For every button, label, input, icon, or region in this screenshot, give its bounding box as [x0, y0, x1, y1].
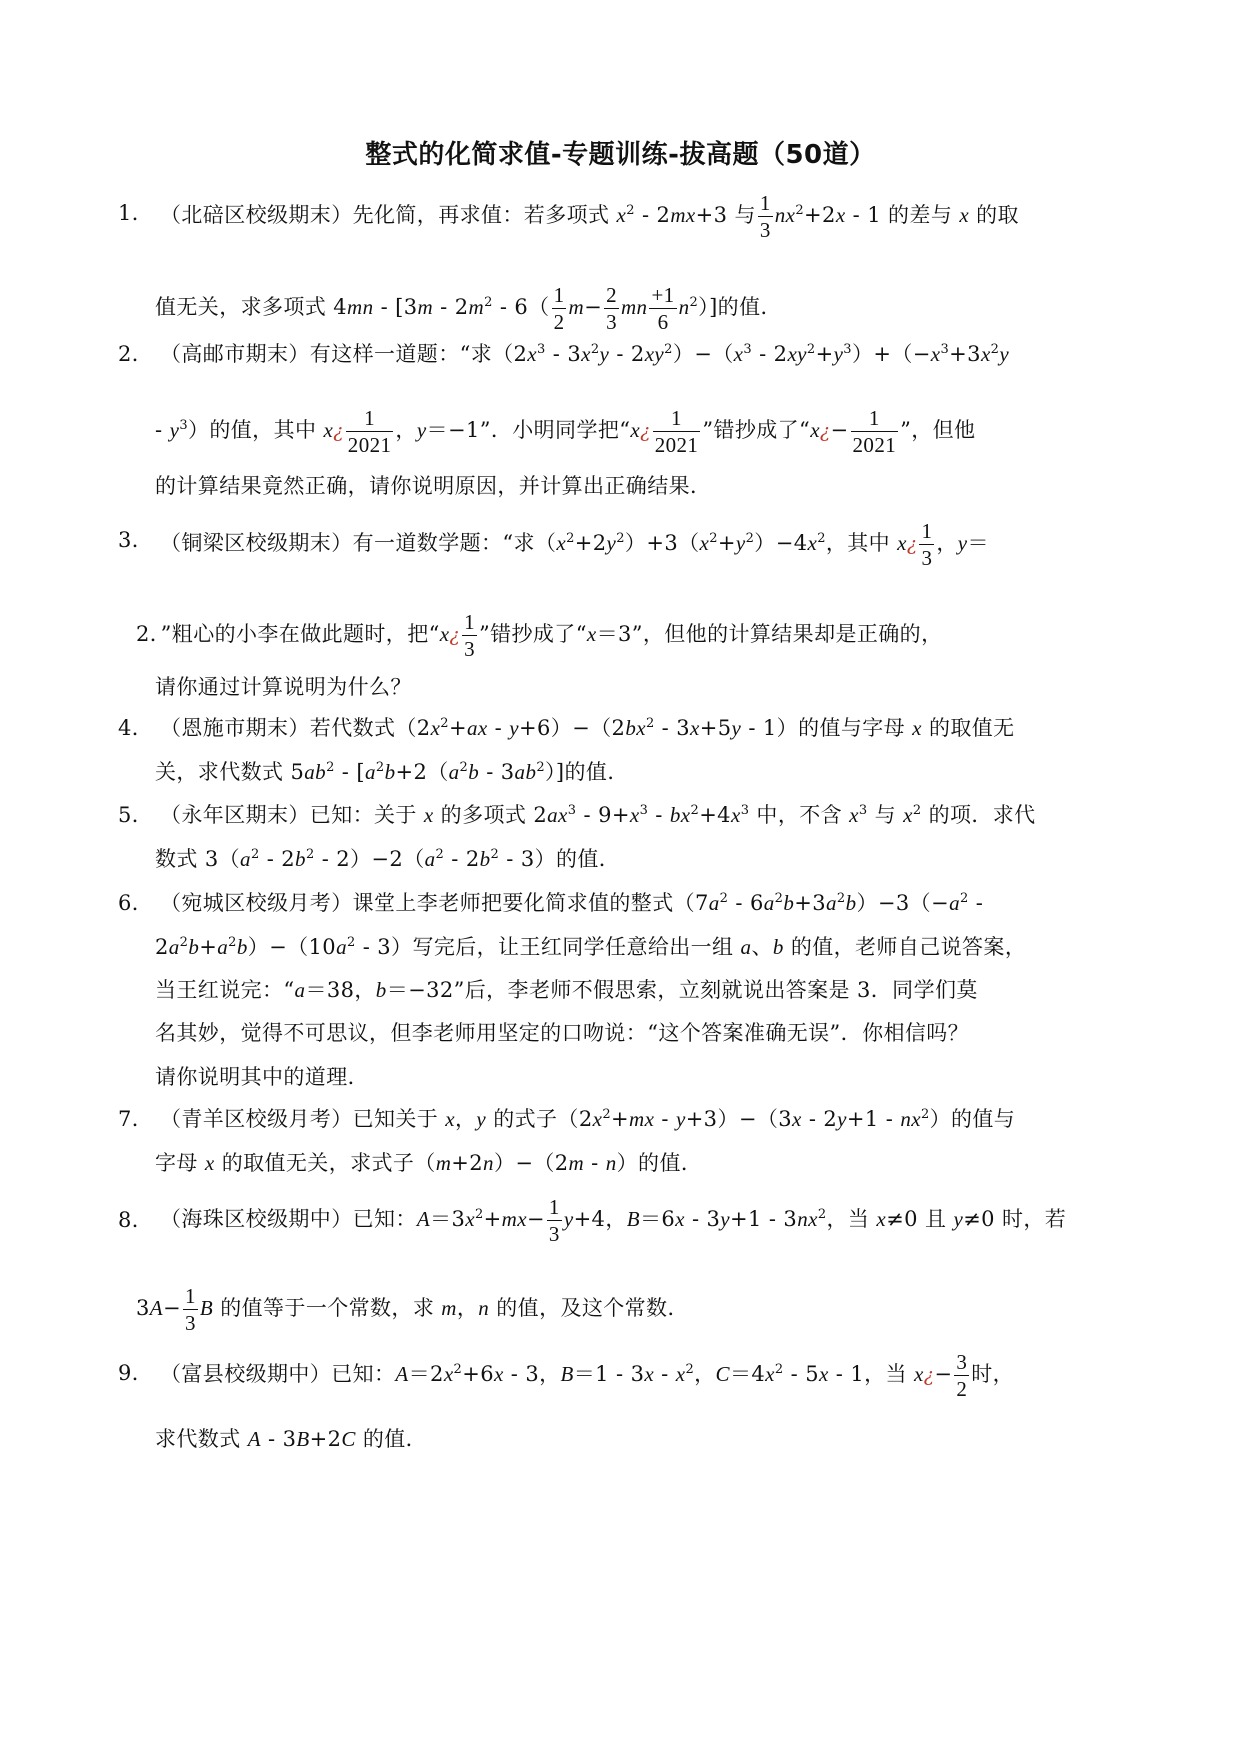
problem-2-line-3: 的计算结果竟然正确，请你说明原因，并计算出正确结果．: [155, 474, 712, 498]
problem-2-line-1: （高邮市期末）有这样一道题：“求（$2x^3$ ‑ $3x^2y$ ‑ $2xy^2)-(x^3$ ‑ $2xy^2+y^3)+(-x^3+3x^2y$: [160, 342, 1010, 366]
problem-6-line-5: 请你说明其中的道理．: [155, 1065, 369, 1089]
problem-9-line-1: （富县校级期中）已知：$A=2x^2+6x$ ‑ 3，B＝1 ‑ 3x ‑ $x^2$，$C=4x^2$ ‑ 5x ‑ 1，当 x¿− $\frac{3}{2}$ 时，: [160, 1350, 1015, 1402]
problem-8-line-2: 3A− $\frac{1}{3}$ B 的值等于一个常数，求 m，n 的值，及这个常数．: [136, 1284, 689, 1336]
problem-number: 4．: [118, 716, 154, 740]
problem-2-line-2: ‑ $y^3$）的值，其中 x¿ $\frac{1}{2021}$ ，y＝−1”．小明同学把“x¿ $\frac{1}{2021}$ ”错抄成了“x¿− $\frac{1}{2021}$ ”，但他: [155, 406, 976, 458]
problem-6-line-4: 名其妙，觉得不可思议，但李老师用坚定的口吻说：“这个答案准确无误”．你相信吗？: [155, 1021, 970, 1045]
problem-4-line-2: 关，求代数式 $5ab^2$ ‑ [$a^2b+2(a^2b$ ‑ $3ab^2$）]的值．: [155, 760, 629, 784]
problem-5-line-2: 数式 $3(a^2$ ‑ $2b^2$ ‑ $2)-2(a^2$ ‑ $2b^2$ ‑ 3）的值．: [155, 847, 621, 871]
problem-number: 2．: [118, 342, 154, 366]
page-title: 整式的化简求值-专题训练-拔高题（50道）: [365, 140, 876, 170]
problem-number: 1．: [118, 201, 154, 225]
problem-number: 9．: [118, 1361, 154, 1385]
problem-3-line-1: （铜梁区校级期末）有一道数学题：“求$(x^2+2y^2)+3(x^2+y^2)-4x^2$，其中 x¿ $\frac{1}{3}$ ，y＝: [160, 519, 989, 571]
problem-3-line-2: 2．”粗心的小李在做此题时，把“x¿ $\frac{1}{3}$ ”错抄成了“x＝3”，但他的计算结果却是正确的，: [136, 610, 943, 662]
problem-7-line-1: （青羊区校级月考）已知关于 x，y 的式子（$2x^2+mx$ ‑ y+3）−（3x ‑ 2y+1 ‑ $nx^2$）的值与: [160, 1107, 1016, 1131]
problem-9-line-2: 求代数式 A ‑ 3B+2C 的值．: [155, 1427, 428, 1451]
problem-6-line-3: 当王红说完：“a＝38，b＝−32”后，李老师不假思索，立刻就说出答案是 3．同学们莫: [155, 978, 978, 1002]
problem-number: 8．: [118, 1208, 154, 1232]
problem-7-line-2: 字母 x 的取值无关，求式子（m+2n）−（2m ‑ n）的值．: [155, 1151, 703, 1175]
problem-3-line-3: 请你通过计算说明为什么？: [155, 675, 412, 699]
problem-number: 7．: [118, 1107, 154, 1131]
problem-1-line-1: （北碚区校级期末）先化简，再求值：若多项式 $x^2$ ‑ 2mx+3 与 $\frac{1}{3}$ $nx^2+2x$ ‑ 1 的差与 x 的取: [160, 191, 1019, 243]
problem-number: 5．: [118, 803, 154, 827]
problem-number: 6．: [118, 891, 154, 915]
problem-1-line-2: 值无关，求多项式 4mn ‑ [3m ‑ $2m^2$ ‑ 6（ $\frac{1}{2}$ m− $\frac{2}{3}$ mn $\frac{+1}{6}$ $n^2$）]的值．: [155, 283, 782, 335]
problem-8-line-1: （海珠区校级期中）已知：$A=3x^2+mx-$ $\frac{1}{3}$ y+4，B＝6x ‑ 3y+1 ‑ $3nx^2$，当 x≠0 且 y≠0 时，若: [160, 1195, 1067, 1247]
problem-6-line-1: （宛城区校级月考）课堂上李老师把要化简求值的整式（$7a^2$ ‑ $6a^2b+3a^2b)-3(-a^2$ ‑: [160, 891, 984, 915]
problem-4-line-1: （恩施市期末）若代数式（$2x^2+ax$ ‑ $y+6)-(2bx^2$ ‑ 3x+5y ‑ 1）的值与字母 x 的取值无: [160, 716, 1015, 740]
problem-number: 3．: [118, 528, 154, 552]
problem-5-line-1: （永年区期末）已知：关于 x 的多项式 $2ax^3$ ‑ $9+x^3$ ‑ $bx^2+4x^3$ 中，不含 $x^3$ 与 $x^2$ 的项．求代: [160, 803, 1036, 827]
problem-6-line-2: $2a^2b+a^2b)-(10a^2$ ‑ 3）写完后，让王红同学任意给出一组 a、b 的值，老师自己说答案，: [155, 935, 1027, 959]
